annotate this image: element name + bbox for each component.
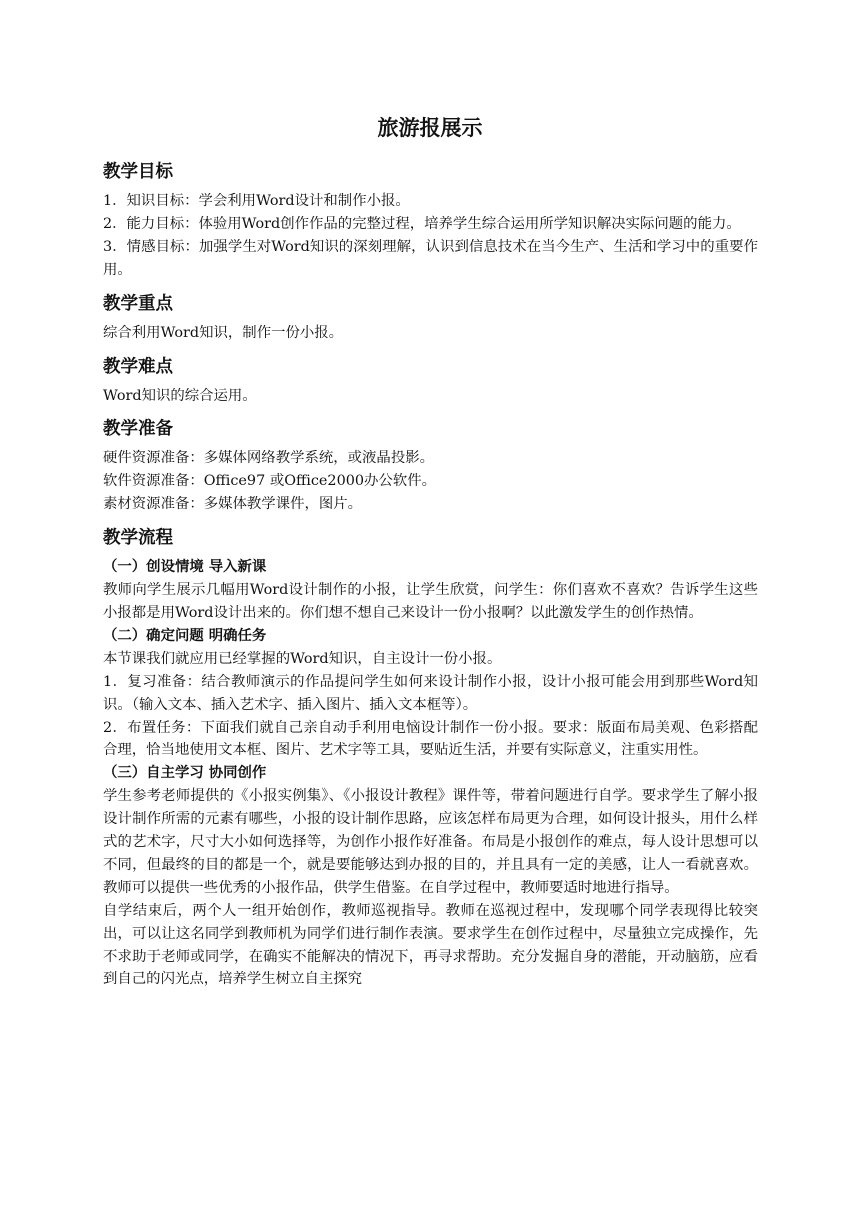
section-key-points: [103, 290, 758, 345]
subsection-heading: （一）创设情境 导入新课: [103, 559, 267, 576]
paragraph: 自学结束后，两个人一组开始创作，教师巡视指导。教师在巡视过程中，发现哪个同学表现得比较突出，可以让这名同学到教师机为同学们进行制作表演。要求学生在创作过程中，尽量独立完成操作，先不求助于老师或同学，在确实不能解决的情况下，再寻求帮助。充分发掘自身的潜能，开动脑筋，应看到自己的闪光点，培养学生树立自主探究: [103, 902, 758, 988]
paragraph: 2．布置任务：下面我们就自己亲自动手利用电恼设计制作一份小报。要求：版面布局美观、色彩搭配合理，恰当地使用文本框、图片、艺术字等工具，要贴近生活，并要有实际意义，注重实用性。: [103, 719, 758, 759]
subsection-3: [103, 762, 758, 991]
section-heading: 教学流程: [103, 528, 173, 549]
subsection-2: [103, 625, 758, 762]
paragraph: 2．能力目标：体验用Word创作作品的完整过程，培养学生综合运用所学知识解决实际问题的能力。: [103, 215, 741, 232]
paragraph: 1．知识目标：学会利用Word设计和制作小报。: [103, 193, 410, 209]
paragraph: 综合利用Word知识，制作一份小报。: [103, 324, 344, 341]
paragraph: 软件资源准备：Office97 或Office2000办公软件。: [103, 473, 436, 490]
paragraph: 1．复习准备：结合教师演示的作品提问学生如何来设计制作小报，设计小报可能会用到那些Word知识。（输入文本、插入艺术字、插入图片、插入文本框等）。: [103, 673, 758, 713]
section-preparation: [103, 415, 758, 516]
section-difficulties: [103, 353, 758, 408]
section-heading: 教学重点: [103, 293, 173, 314]
section-teaching-process: [103, 524, 758, 991]
paragraph: 本节课我们就应用已经掌握的Word知识，自主设计一份小报。: [103, 650, 502, 667]
subsection-heading: （三）自主学习 协同创作: [103, 765, 267, 782]
subsection-1: [103, 556, 758, 625]
paragraph: 硬件资源准备：多媒体网络教学系统，或液晶投影。: [103, 450, 434, 467]
paragraph: 素材资源准备：多媒体教学课件，图片。: [103, 496, 363, 513]
document-title: 旅游报展示: [377, 116, 483, 140]
section-heading: 教学目标: [103, 162, 173, 182]
paragraph: 教师向学生展示几幅用Word设计制作的小报，让学生欣赏，问学生：你们喜欢不喜欢？告诉学生这些小报都是用Word设计出来的。你们想不想自己来设计一份小报啊？以此激发学生的创作热情。: [103, 582, 758, 621]
section-heading: 教学难点: [103, 356, 173, 377]
section-teaching-objectives: [103, 158, 758, 282]
paragraph: Word知识的综合运用。: [103, 387, 257, 404]
subsection-heading: （二）确定问题 明确任务: [103, 627, 267, 644]
section-heading: 教学准备: [103, 419, 173, 440]
paragraph: 学生参考老师提供的《小报实例集》、《小报设计教程》课件等，带着问题进行自学。要求学生了解小报设计制作所需的元素有哪些，小报的设计制作思路，应该怎样布局更为合理，如何设计报头，用什么样式的艺术字，尺寸大小如何选择等，为创作小报作好准备。布局是小报创作的难点，每人设计思想可以不同，但最终的目的都是一个，就是要能够达到办报的目的，并且具有一定的美感，让人一看就喜欢。教师可以提供一些优秀的小报作品，供学生借鉴。在自学过程中，教师要适时地进行指导。: [103, 788, 758, 896]
document-body: [103, 158, 758, 991]
paragraph: 3．情感目标：加强学生对Word知识的深刻理解，认识到信息技术在当今生产、生活和学习中的重要作用。: [103, 238, 758, 278]
